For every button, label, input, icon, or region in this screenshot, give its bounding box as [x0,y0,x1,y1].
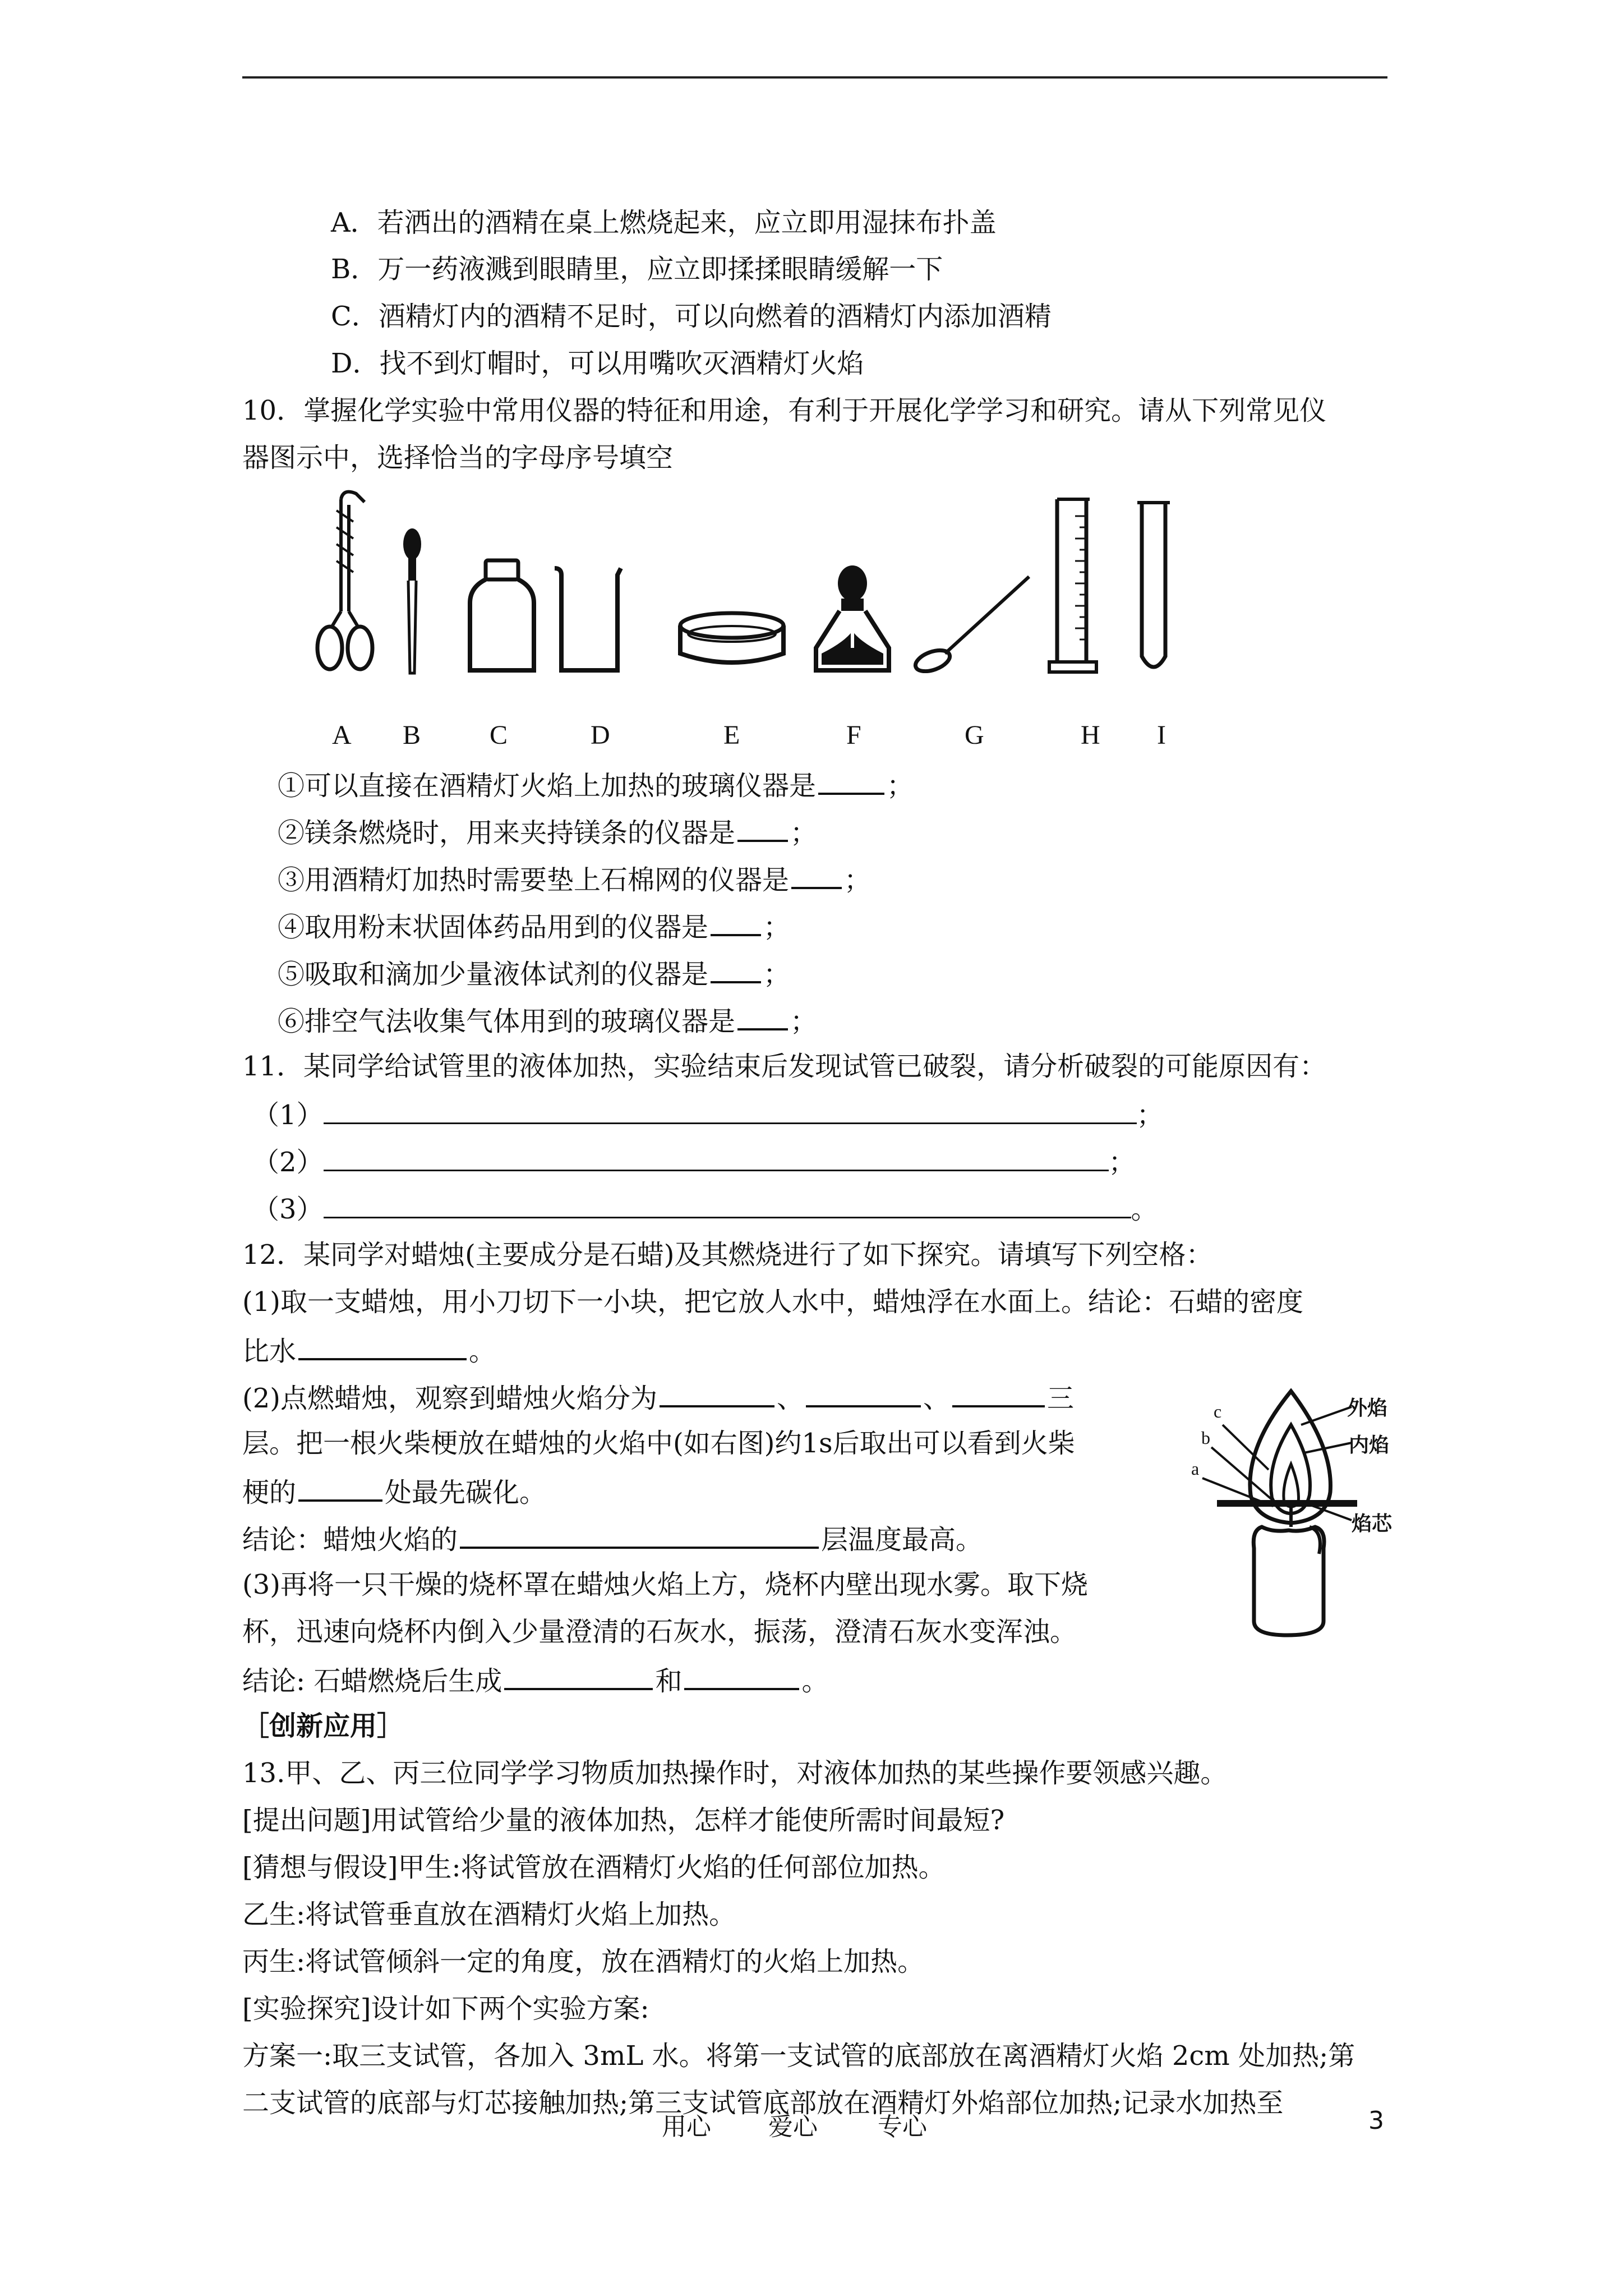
q13-yi: 乙生:将试管垂直放在酒精灯火焰上加热。 [242,1899,736,1930]
q9-option-a: A．若洒出的酒精在桌上燃烧起来，应立即用湿抹布扑盖 [331,207,997,238]
instrument-label-i: I [1157,720,1166,750]
q12-conclusion-1: 结论：蜡烛火焰的 层温度最高。 [242,1521,983,1557]
answer-blank[interactable] [737,814,788,842]
dropper-icon [398,527,426,679]
graduated-cylinder-icon [1046,494,1102,679]
page-number: 3 [1368,2106,1384,2135]
q12-p1-line1: (1)取一支蜡烛，用小刀切下一小块，把它放人水中，蜡烛浮在水面上。结论：石蜡的密度 [242,1286,1303,1318]
answer-line[interactable] [324,1144,1109,1171]
q12-conclusion-2: 结论: 石蜡燃烧后生成 和 。 [242,1662,828,1698]
q10-item-3: ③用酒精灯加热时需要垫上石棉网的仪器是 ； [278,861,871,897]
answer-blank[interactable] [711,955,761,983]
q9-option-d: D．找不到灯帽时，可以用嘴吹灭酒精灯火焰 [331,348,864,379]
q13-bing: 丙生:将试管倾斜一定的角度，放在酒精灯的火焰上加热。 [242,1946,925,1977]
answer-blank[interactable] [806,1379,921,1407]
q13-question: [提出问题]用试管给少量的液体加热，怎样才能使所需时间最短? [242,1805,1005,1836]
flame-core-label: 焰芯 [1352,1512,1393,1535]
q13-explore: [实验探究]设计如下两个实验方案: [242,1993,649,2024]
answer-line[interactable] [324,1097,1137,1124]
instrument-label-a: A [332,720,352,750]
q10-stem-line1: 10．掌握化学实验中常用仪器的特征和用途，有利于开展化学学习和研究。请从下列常见仪 [242,395,1327,426]
point-c-label: c [1214,1401,1222,1421]
section-title: ［创新应用］ [242,1710,404,1742]
answer-blank[interactable] [737,1002,788,1030]
q12-p3-line1: (3)再将一只干燥的烧杯罩在蜡烛火焰上方，烧杯内壁出现水雾。取下烧 [242,1569,1088,1600]
q13-plan1-line1: 方案一:取三支试管，各加入 3mL 水。将第一支试管的底部放在离酒精灯火焰 2cm 处加热;第 [242,2040,1355,2072]
outer-flame-label: 外焰 [1347,1397,1388,1420]
instrument-label-e: E [723,720,740,750]
q10-item-4: ④取用粉末状固体药品用到的仪器是 ； [278,908,790,944]
instrument-label-g: G [965,720,984,750]
q11-item-3: （3） 。 [252,1191,1158,1226]
q12-stem: 12．某同学对蜡烛(主要成分是石蜡)及其燃烧进行了如下探究。请填写下列空格： [242,1239,1213,1271]
q13-hypothesis: [猜想与假设]甲生:将试管放在酒精灯火焰的任何部位加热。 [242,1852,946,1883]
q10-stem-line2: 器图示中，选择恰当的字母序号填空 [242,442,674,473]
instrument-label-b: B [403,720,421,750]
candle-flame-figure [1189,1380,1424,1644]
answer-blank[interactable] [504,1662,653,1690]
q12-p2-line1: (2)点燃蜡烛，观察到蜡烛火焰分为 、 、 三 [242,1379,1074,1415]
instrument-label-d: D [591,720,610,750]
q9-option-b: B．万一药液溅到眼睛里，应立即揉揉眼睛缓解一下 [331,254,943,285]
q12-p2-line3: 梗的 处最先碳化。 [242,1474,546,1510]
wide-mouth-bottle-icon [465,558,538,676]
answer-blank[interactable] [952,1379,1045,1407]
footer-motto-2: 爱心 [768,2113,818,2141]
test-tube-icon [1133,499,1175,679]
header-rule [242,76,1387,79]
footer-motto-1: 用心 [662,2113,711,2141]
instrument-label-c: C [490,720,508,750]
inner-flame-label: 内焰 [1349,1434,1390,1457]
answer-blank[interactable] [460,1521,819,1549]
answer-blank[interactable] [298,1332,467,1360]
q10-item-5: ⑤吸取和滴加少量液体试剂的仪器是 ； [278,955,790,991]
answer-line[interactable] [324,1191,1131,1218]
answer-blank[interactable] [684,1662,799,1690]
q9-option-c: C．酒精灯内的酒精不足时，可以向燃着的酒精灯内添加酒精 [331,301,1052,332]
answer-blank[interactable] [791,861,842,889]
q11-stem: 11．某同学给试管里的液体加热，实验结束后发现试管已破裂，请分析破裂的可能原因有： [242,1051,1327,1082]
q13-stem: 13.甲、乙、丙三位同学学习物质加热操作时，对液体加热的某些操作要领感兴趣。 [242,1757,1228,1789]
q10-item-2: ②镁条燃烧时，用来夹持镁条的仪器是 ； [278,814,817,850]
answer-blank[interactable] [660,1379,774,1407]
beaker-icon [552,564,625,676]
q11-item-1: （1） ； [252,1097,1164,1132]
q10-item-1: ①可以直接在酒精灯火焰上加热的玻璃仪器是 ； [278,767,914,803]
answer-blank[interactable] [818,767,884,795]
crucible-tongs-icon [314,488,376,679]
instrument-label-f: F [846,720,861,750]
q12-p3-line2: 杯，迅速向烧杯内倒入少量澄清的石灰水，振荡，澄清石灰水变浑浊。 [242,1616,1077,1648]
q11-item-2: （2） ； [252,1144,1136,1179]
q13-plan1-line2: 二支试管的底部与灯芯接触加热;第三支试管底部放在酒精灯外焰部位加热;记录水加热至 [242,2087,1284,2119]
q12-p1-line2: 比水 。 [242,1332,496,1368]
instrument-label-h: H [1081,720,1100,750]
point-a-label: a [1191,1458,1200,1479]
answer-blank[interactable] [298,1474,382,1502]
q10-item-6: ⑥排空气法收集气体用到的玻璃仪器是 ； [278,1002,817,1038]
q12-p2-line2: 层。把一根火柴梗放在蜡烛的火焰中(如右图)约1s后取出可以看到火柴 [242,1428,1075,1459]
point-b-label: b [1201,1428,1210,1448]
evaporating-dish-icon [676,609,788,673]
footer-motto-3: 专心 [878,2113,927,2141]
alcohol-lamp-icon [810,564,895,676]
medicine-spoon-icon [911,572,1035,673]
answer-blank[interactable] [711,908,761,936]
